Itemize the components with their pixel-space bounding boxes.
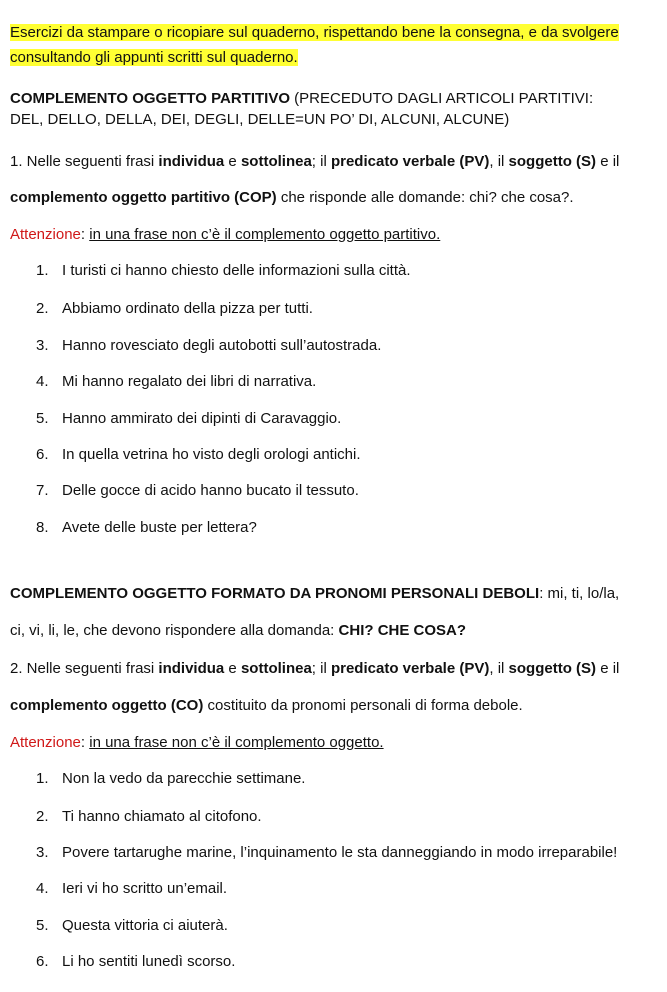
section1-instruction-line2: complemento oggetto partitivo (COP) che risponde alle domande: chi? che cosa?. — [10, 189, 574, 206]
list-item: 2. Ti hanno chiamato al citofono. — [36, 808, 262, 825]
list-item: 4. Ieri vi ho scritto un’email. — [36, 880, 228, 897]
section2-heading: COMPLEMENTO OGGETTO FORMATO DA PRONOMI PERSONALI DEBOLI: mi, ti, lo/la, — [10, 585, 620, 602]
section1-heading-line2: DEL, DELLO, DELLA, DEI, DEGLI, DELLE=UN PO’ DI, ALCUNI, ALCUNE) — [10, 111, 510, 128]
list-item: 5. Hanno ammirato dei dipinti di Caravaggio. — [36, 410, 342, 427]
list-item: 1. I turisti ci hanno chiesto delle informazioni sulla città. — [36, 262, 411, 279]
list-item: 3. Hanno rovesciato degli autobotti sull’autostrada. — [36, 337, 382, 354]
list-item: 5. Questa vittoria ci aiuterà. — [36, 917, 228, 934]
section1-instruction: 1. Nelle seguenti frasi individua e sottolinea; il predicato verbale (PV), il soggetto (S) e il — [10, 153, 620, 170]
section2-heading-line2: ci, vi, li, le, che devono rispondere alla domanda: CHI? CHE COSA? — [10, 622, 467, 639]
section2-instruction-line2: complemento oggetto (CO) costituito da pronomi personali di forma debole. — [10, 697, 523, 714]
section2-instruction: 2. Nelle seguenti frasi individua e sottolinea; il predicato verbale (PV), il soggetto (S) e il — [10, 660, 620, 677]
list-item: 2. Abbiamo ordinato della pizza per tutti. — [36, 300, 313, 317]
list-item: 4. Mi hanno regalato dei libri di narrativa. — [36, 373, 317, 390]
list-item: 1. Non la vedo da parecchie settimane. — [36, 770, 306, 787]
section1-heading: COMPLEMENTO OGGETTO PARTITIVO (PRECEDUTO DAGLI ARTICOLI PARTITIVI: — [10, 90, 594, 107]
list-item: 6. In quella vetrina ho visto degli orologi antichi. — [36, 446, 361, 463]
list-item: 8. Avete delle buste per lettera? — [36, 519, 257, 536]
list-item: 6. Li ho sentiti lunedì scorso. — [36, 953, 236, 970]
list-item: 3. Povere tartarughe marine, l’inquinamento le sta danneggiando in modo irreparabile! — [36, 844, 618, 861]
section1-attention: Attenzione: in una frase non c’è il complemento oggetto partitivo. — [10, 226, 441, 243]
intro-line-1: Esercizi da stampare o ricopiare sul quaderno, rispettando bene la consegna, e da svolgere — [10, 24, 619, 41]
intro-line-2: consultando gli appunti scritti sul quaderno. — [10, 49, 298, 66]
list-item: 7. Delle gocce di acido hanno bucato il tessuto. — [36, 482, 359, 499]
section2-attention: Attenzione: in una frase non c’è il complemento oggetto. — [10, 734, 384, 751]
